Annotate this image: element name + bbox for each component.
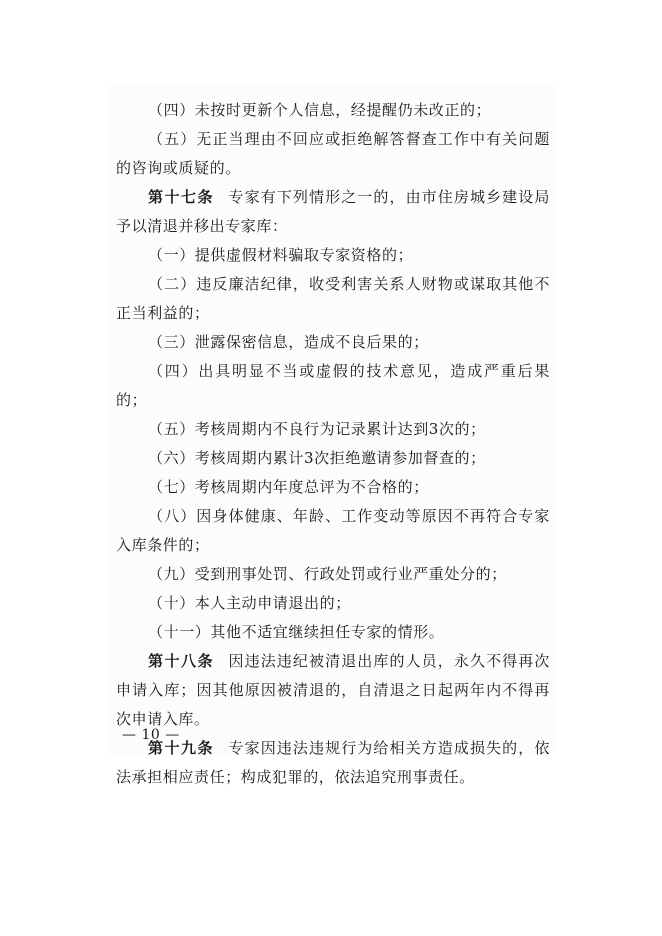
item-1: （一）提供虚假材料骗取专家资格的；: [148, 246, 414, 264]
article-18: 第十八条 因违法违纪被清退出库的人员，永久不得再次申请入库；因其他原因被清退的，自清退之日起两年内不得再次申请入库。: [116, 652, 550, 728]
page-number: — 10 —: [122, 727, 180, 743]
item-9: （九）受到刑事处罚、行政处罚或行业严重处分的；: [148, 565, 507, 583]
item-6: （六）考核周期内累计3次拒绝邀请参加督查的；: [148, 449, 486, 467]
item-10: （十）本人主动申请退出的；: [148, 594, 351, 612]
clause-4: （四）未按时更新个人信息，经提醒仍未改正的；: [148, 101, 492, 119]
item-7: （七）考核周期内年度总评为不合格的；: [148, 478, 429, 496]
article-heading: 第十九条: [148, 739, 214, 757]
item-11: （十一）其他不适宜继续担任专家的情形。: [148, 623, 445, 641]
item-2: （二）违反廉洁纪律，收受利害关系人财物或谋取其他不正当利益的；: [116, 275, 550, 322]
item-3: （三）泄露保密信息，造成不良后果的；: [148, 333, 429, 351]
article-17: 第十七条 专家有下列情形之一的，由市住房城乡建设局予以清退并移出专家库：: [116, 188, 550, 235]
article-heading: 第十七条: [148, 188, 214, 206]
item-8: （八）因身体健康、年龄、工作变动等原因不再符合专家入库条件的；: [116, 507, 550, 554]
clause-5: （五）无正当理由不回应或拒绝解答督查工作中有关问题的咨询或质疑的。: [116, 130, 550, 177]
document-body: [116, 96, 550, 792]
item-4: （四）出具明显不当或虚假的技术意见，造成严重后果的；: [116, 362, 550, 409]
article-heading: 第十八条: [148, 652, 214, 670]
article-19: 第十九条 专家因违法违规行为给相关方造成损失的，依法承担相应责任；构成犯罪的，依法追究刑事责任。: [116, 739, 550, 786]
item-5: （五）考核周期内不良行为记录累计达到3次的；: [148, 420, 486, 438]
